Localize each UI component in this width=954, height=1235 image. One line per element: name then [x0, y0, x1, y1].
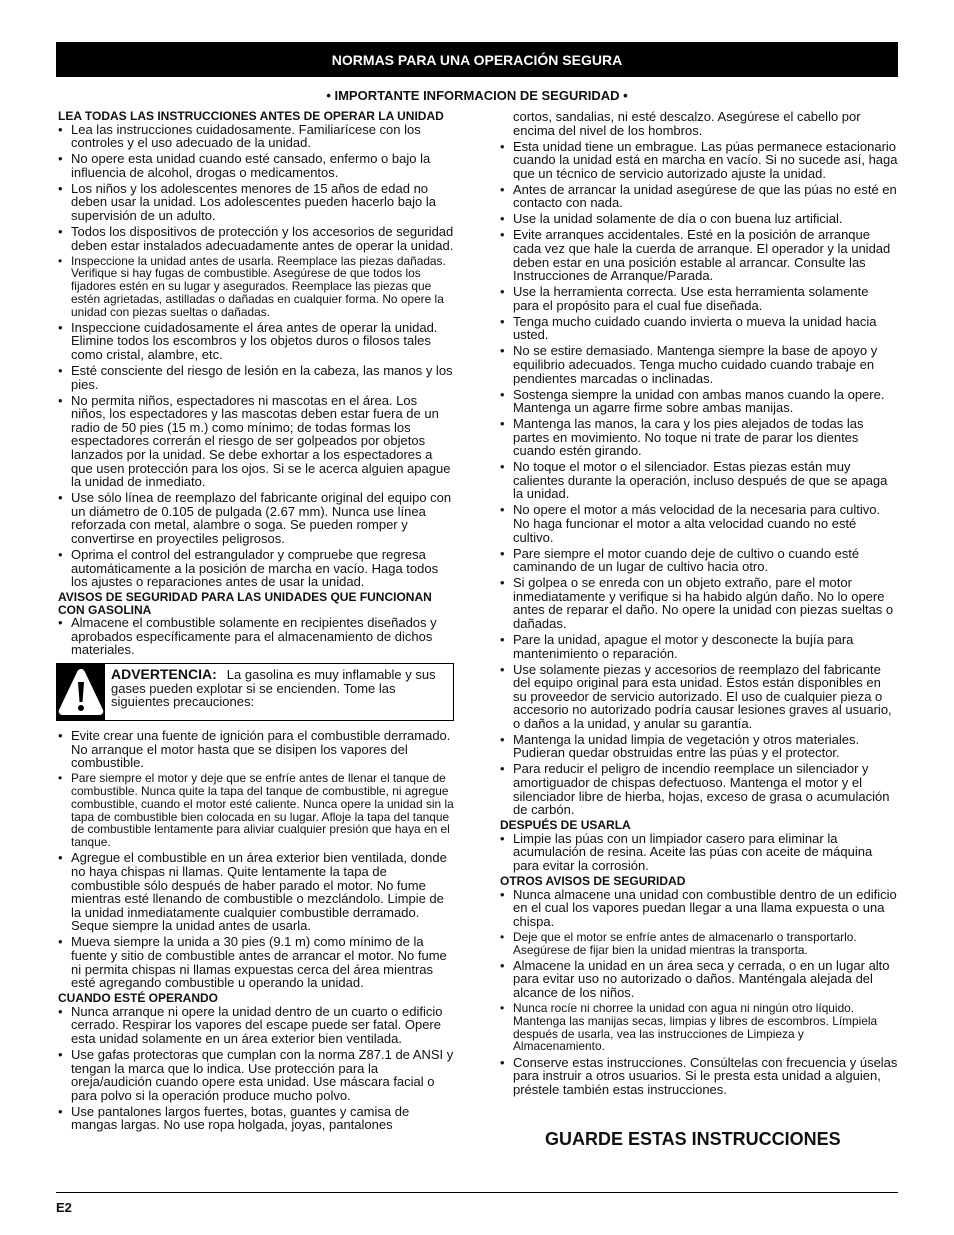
list-when-operating: [58, 1005, 454, 1132]
list-item: • Mantenga las manos, la cara y los pies alejados de todas las partes en movimiento. No toque ni trate de parar los dientes cuando estén girando.: [500, 417, 898, 458]
section-title: NORMAS PARA UNA OPERACIÓN SEGURA: [331, 51, 623, 68]
list-item: • Almacene el combustible solamente en recipientes diseñados y aprobados específicamente para el almacenamiento de dichos materiales.: [58, 616, 454, 657]
save-instructions-title: GUARDE ESTAS INSTRUCCIONES: [545, 1129, 841, 1149]
list-item: • Sostenga siempre la unidad con ambas manos cuando la opere. Mantenga un agarre firme sobre ambas manijas.: [500, 388, 898, 415]
list-item: • Agregue el combustible en un área exterior bien ventilada, donde no haya chispas ni llamas. Quite lentamente la tapa de combustible sólo después de haber parado el motor. No fume mientras esté llenando de combustible o mezclándolo. Limpie de la unidad inmediatamente cualquier combustible derramado. Seque siempre la unidad antes de usarla.: [58, 851, 454, 933]
warning-message: La gasolina es muy inflamable y sus gases pueden explotar si se encienden. Tome las siguientes precauciones:: [111, 667, 436, 710]
left-column: [58, 110, 454, 1134]
list-item: • Para reducir el peligro de incendio reemplace un silenciador y amortiguador de chispas defectuoso. Mantenga el motor y el silenciador libre de hierba, hojas, exceso de grasa o acumulación de carbón.: [500, 762, 898, 816]
list-item: • Tenga mucho cuidado cuando invierta o mueva la unidad hacia usted.: [500, 315, 898, 342]
list-item: • No se estire demasiado. Mantenga siempre la base de apoyo y equilibrio adecuados. Tenga mucho cuidado cuando trabaje en pendientes marcadas o inclinadas.: [500, 344, 898, 385]
list-item: • Esté consciente del riesgo de lesión en la cabeza, las manos y los pies.: [58, 364, 454, 391]
list-item: • Mantenga la unidad limpia de vegetación y otros materiales. Pudieran quedar obstruidas entre las púas y el protector.: [500, 733, 898, 760]
list-item: • Evite crear una fuente de ignición para el combustible derramado. No arranque el motor hasta que se disipen los vapores del combustible.: [58, 729, 454, 770]
heading-after-use: DESPUÉS DE USARLA: [500, 818, 631, 833]
list-item: • Antes de arrancar la unidad asegúrese de que las púas no esté en contacto con nada.: [500, 183, 898, 210]
list-item: • Conserve estas instrucciones. Consúltelas con frecuencia y úselas para instruir a otros usuarios. Si le presta esta unidad a alguien, préstele también estas instrucciones.: [500, 1056, 898, 1097]
list-item: • Mueva siempre la unida a 30 pies (9.1 m) como mínimo de la fuente y sitio de combustible antes de arrancar el motor. No fume ni permita chispas ni llamas expuestas cerca del área mientras esté agregando combustible u operando la unidad.: [58, 935, 454, 989]
list-item: • Use gafas protectoras que cumplan con la norma Z87.1 de ANSI y tengan la marca que lo indica. Use protección para la oreja/audición cuando opere esta unidad. Use máscara facial o para polvo si la operación produce mucho polvo.: [58, 1048, 454, 1102]
list-item: • No opere el motor a más velocidad de la necesaria para cultivo. No haga funcionar el motor a alta velocidad cuando no esté cultivo.: [500, 503, 898, 544]
right-column: [500, 110, 898, 1099]
list-item: • Almacene la unidad en un área seca y cerrada, o en un lugar alto para evitar uso no autorizado o daños. Manténgala alejada del alcance de los niños.: [500, 959, 898, 1000]
heading-when-operating: CUANDO ESTÉ OPERANDO: [58, 991, 219, 1006]
list-gasoline-warnings: [58, 616, 454, 657]
list-item: • Nunca almacene una unidad con combustible dentro de un edificio en el cual los vapores puedan llegar a una llama expuesta o una chispa.: [500, 888, 898, 929]
list-item: • Nunca rocíe ni chorree la unidad con agua ni ningún otro líquido. Mantenga las manijas secas, limpias y libres de escombros. Límpiela después de usarla, vea las instrucciones de Limpieza y Almacenamiento.: [500, 1002, 898, 1053]
list-item: • Use la herramienta correcta. Use esta herramienta solamente para el propósito para el cual fue diseñada.: [500, 285, 898, 312]
subtitle: • IMPORTANTE INFORMACION DE SEGURIDAD •: [326, 88, 628, 103]
warning-text: [105, 664, 453, 720]
warning-box: [56, 663, 454, 721]
list-item: • Limpie las púas con un limpiador casero para eliminar la acumulación de resina. Aceite las púas con aceite de máquina para evitar la corrosión.: [500, 832, 898, 873]
heading-other-warnings: OTROS AVISOS DE SEGURIDAD: [500, 874, 686, 888]
list-item: • Esta unidad tiene un embrague. Las púas permanece estacionario cuando la unidad está en marcha en vacío. Si no sucede así, haga que un técnico de servicio autorizado ajuste la unidad.: [500, 140, 898, 181]
list-item: • Pare la unidad, apague el motor y desconecte la bujía para mantenimiento o reparación.: [500, 633, 898, 660]
list-item: • Use solamente piezas y accesorios de reemplazo del fabricante del equipo original para esta unidad. Éstos están disponibles en su proveedor de servicio autorizado. El uso de cualquier pieza o accesorio no autorizado podría causar lesiones graves al usuario, o daños a la unidad, y anular su garantía.: [500, 663, 898, 731]
list-item: • Oprima el control del estrangulador y compruebe que regresa automáticamente a la posición de marcha en vacío. Haga todos los ajustes o reparaciones antes de usar la unidad.: [58, 548, 454, 589]
list-item: • Si golpea o se enreda con un objeto extraño, pare el motor inmediatamente y verifique si ha habido algún daño. No lo opere antes de reparar el daño. No opere la unidad con piezas sueltas o dañadas.: [500, 576, 898, 630]
list-fuel-precautions: [58, 729, 454, 990]
list-item: • Pare siempre el motor y deje que se enfríe antes de llenar el tanque de combustible. Nunca quite la tapa del tanque de combustible, ni agregue combustible, cuando el motor esté caliente. Nunca opere la unidad sin la tapa de combustible bien colocada en su lugar. Afloje la tapa del tanque de combustible lentamente para aliviar cualquier presión que haya en el tanque.: [58, 772, 454, 849]
list-other-warnings: [500, 888, 898, 1097]
heading-read-instructions: LEA TODAS LAS INSTRUCCIONES ANTES DE OPERAR LA UNIDAD: [58, 109, 444, 123]
list-operating-continued: [500, 140, 898, 817]
list-item: • Use pantalones largos fuertes, botas, guantes y camisa de mangas largas. No use ropa holgada, joyas, pantalones: [58, 1105, 454, 1132]
list-item: • Todos los dispositivos de protección y los accesorios de seguridad deben estar instalados adecuadamente antes de operar la unidad.: [58, 225, 454, 252]
continuation-text: cortos, sandalias, ni esté descalzo. Asegúrese el cabello por encima del nivel de los hombros.: [513, 109, 861, 138]
list-item: • Nunca arranque ni opere la unidad dentro de un cuarto o edificio cerrado. Respirar los vapores del escape puede ser fatal. Opere esta unidad solamente en un área exterior bien ventilada.: [58, 1005, 454, 1046]
warning-label: ADVERTENCIA:: [111, 666, 217, 683]
page-number: E2: [56, 1200, 72, 1215]
list-item: • No permita niños, espectadores ni mascotas en el área. Los niños, los espectadores y las mascotas deben estar fuera de un radio de 50 pies (15 m.) como mínimo; de todas formas los espectadores correrán el riesgo de ser golpeados por objetos lanzados por la unidad. Se debe exhortar a los espectadores a que usen protección para los ojos. Si se le acerca alguien apague la unidad de inmediato.: [58, 394, 454, 489]
list-item: • Deje que el motor se enfríe antes de almacenarlo o transportarlo. Asegúrese de fijar bien la unidad mientras la transporta.: [500, 931, 898, 957]
list-item: • Use la unidad solamente de día o con buena luz artificial.: [500, 212, 898, 226]
list-item: • Use sólo línea de reemplazo del fabricante original del equipo con un diámetro de 0.105 de pulgada (2.67 mm). Nunca use línea reforzada con metal, alambre o soga. Se pueden romper y convertirse en proyectiles peligrosos.: [58, 491, 454, 545]
list-item: • No toque el motor o el silenciador. Estas piezas están muy calientes durante la operación, incluso después de que se apaga la unidad.: [500, 460, 898, 501]
list-item: • Inspeccione la unidad antes de usarla. Reemplace las piezas dañadas. Verifique si hay fugas de combustible. Asegúrese de que todos los fijadores estén en su lugar y asegurados. Reemplace las piezas que estén agrietadas, astilladas o dañadas en cualquier forma. No opere la unidad con piezas sueltas o dañadas.: [58, 255, 454, 319]
heading-gasoline-warnings: AVISOS DE SEGURIDAD PARA LAS UNIDADES QUE FUNCIONAN CON GASOLINA: [58, 590, 432, 617]
list-item: • Los niños y los adolescentes menores de 15 años de edad no deben usar la unidad. Los adolescentes pueden hacerlo bajo la supervisión de un adulto.: [58, 182, 454, 223]
list-after-use: [500, 832, 898, 873]
list-item: • No opere esta unidad cuando esté cansado, enfermo o bajo la influencia de alcohol, drogas o medicamentos.: [58, 152, 454, 179]
list-item: • Inspeccione cuidadosamente el área antes de operar la unidad. Elimine todos los escombros y los objetos duros o filosos tales como cristal, alambre, etc.: [58, 321, 454, 362]
footer-divider: [56, 1192, 898, 1193]
section-header: [56, 42, 898, 77]
list-item: • Pare siempre el motor cuando deje de cultivo o cuando esté caminando de un lugar de cultivo hacia otro.: [500, 547, 898, 574]
warning-triangle-icon: [57, 664, 105, 720]
list-read-instructions: [58, 123, 454, 589]
list-item: • Lea las instrucciones cuidadosamente. Familiarícese con los controles y el uso adecuado de la unidad.: [58, 123, 454, 150]
list-item: • Evite arranques accidentales. Esté en la posición de arranque cada vez que hale la cuerda de arranque. El operador y la unidad deben estar en una posición estable al arrancar. Consulte las Instrucciones de Arranque/Parada.: [500, 228, 898, 282]
